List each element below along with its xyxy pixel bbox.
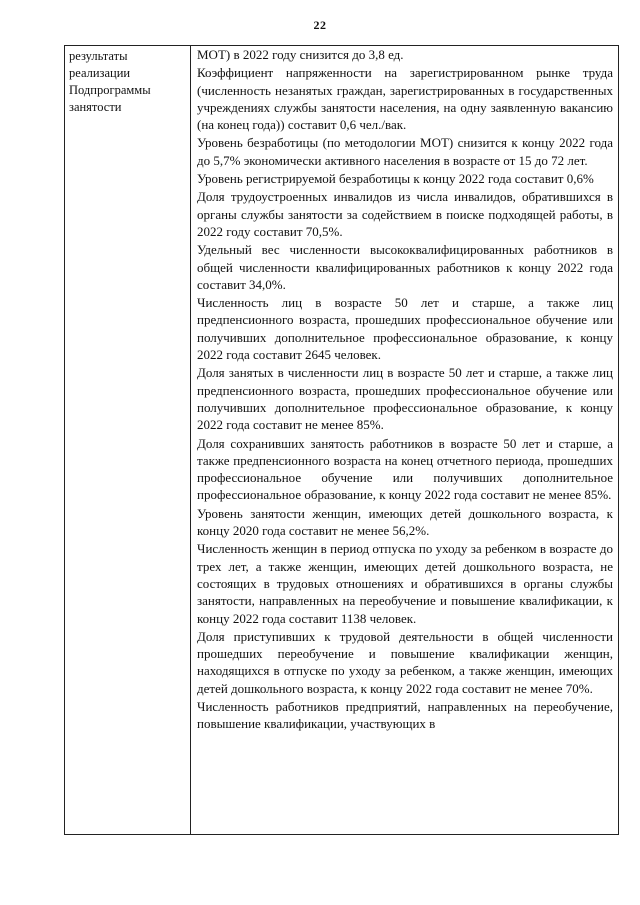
table-left-cell	[65, 46, 191, 834]
paragraph: Доля сохранивших занятость работников в возрасте 50 лет и старше, а также предпенсионного возраста на конец отчетного периода, прошедших профессиональное обучение или получивших дополнительное профессиональное образование, к концу 2022 года составит не менее 85%.	[197, 435, 613, 503]
paragraph: МОТ) в 2022 году снизится до 3,8 ед.	[197, 47, 404, 62]
paragraph: Доля приступивших к трудовой деятельности в общей численности прошедших переобучение и повышение квалификации женщин, находящихся в отпуске по уходу за ребенком, а также женщин, имеющих детей дошкольного возраста, к концу 2022 года составит не менее 70%.	[197, 628, 613, 696]
paragraph: Коэффициент напряженности на зарегистрированном рынке труда (численность незанятых граждан, зарегистрированных в государственных учреждениях службы занятости населения, на одну заявленную вакансию (на конец года)) составит 0,6 чел./вак.	[197, 65, 613, 133]
paragraph: Численность лиц в возрасте 50 лет и старше, а также лиц предпенсионного возраста, прошедших профессиональное обучение или получивших дополнительное профессиональное образование, к концу 2022 года составит 2645 человек.	[197, 295, 613, 363]
left-cell-line: Подпрограммы	[69, 83, 151, 97]
paragraph: Численность женщин в период отпуска по уходу за ребенком в возрасте до трех лет, а также женщин, имеющих детей дошкольного возраста, не состоящих в трудовых отношениях и обратившихся в органы службы занятости, направленных на переобучение и повышение квалификации, к концу 2022 года составит 1138 человек.	[197, 541, 613, 626]
left-cell-line: реализации	[69, 66, 131, 80]
paragraph: Численность работников предприятий, направленных на переобучение, повышение квалификации, участвующих в	[197, 698, 613, 732]
paragraph: Уровень регистрируемой безработицы к концу 2022 года составит 0,6%	[197, 171, 594, 187]
paragraph: Уровень занятости женщин, имеющих детей дошкольного возраста, к концу 2020 года составит не менее 56,2%.	[197, 505, 613, 539]
paragraph: Доля трудоустроенных инвалидов из числа инвалидов, обратившихся в органы службы занятости за содействием в поиске подходящей работы, в 2022 году составит 70,5%.	[197, 189, 613, 239]
document-table	[64, 45, 619, 835]
left-cell-line: занятости	[69, 100, 122, 114]
paragraph: Уровень безработицы (по методологии МОТ) снизится к концу 2022 года до 5,7% экономически активного населения в возрасте от 15 до 72 лет.	[197, 135, 613, 168]
table-right-cell	[191, 46, 618, 834]
paragraph: Доля занятых в численности лиц в возрасте 50 лет и старше, а также лиц предпенсионного возраста, прошедших профессиональное обучение или получивших дополнительное профессиональное образование, к концу 2022 года составит не менее 85%.	[197, 365, 613, 433]
left-cell-line: результаты	[69, 49, 128, 63]
paragraph: Удельный вес численности высококвалифицированных работников в общей численности квалифицированных работников к концу 2022 года составит 34,0%.	[197, 242, 613, 292]
page-number: 22	[313, 18, 327, 32]
